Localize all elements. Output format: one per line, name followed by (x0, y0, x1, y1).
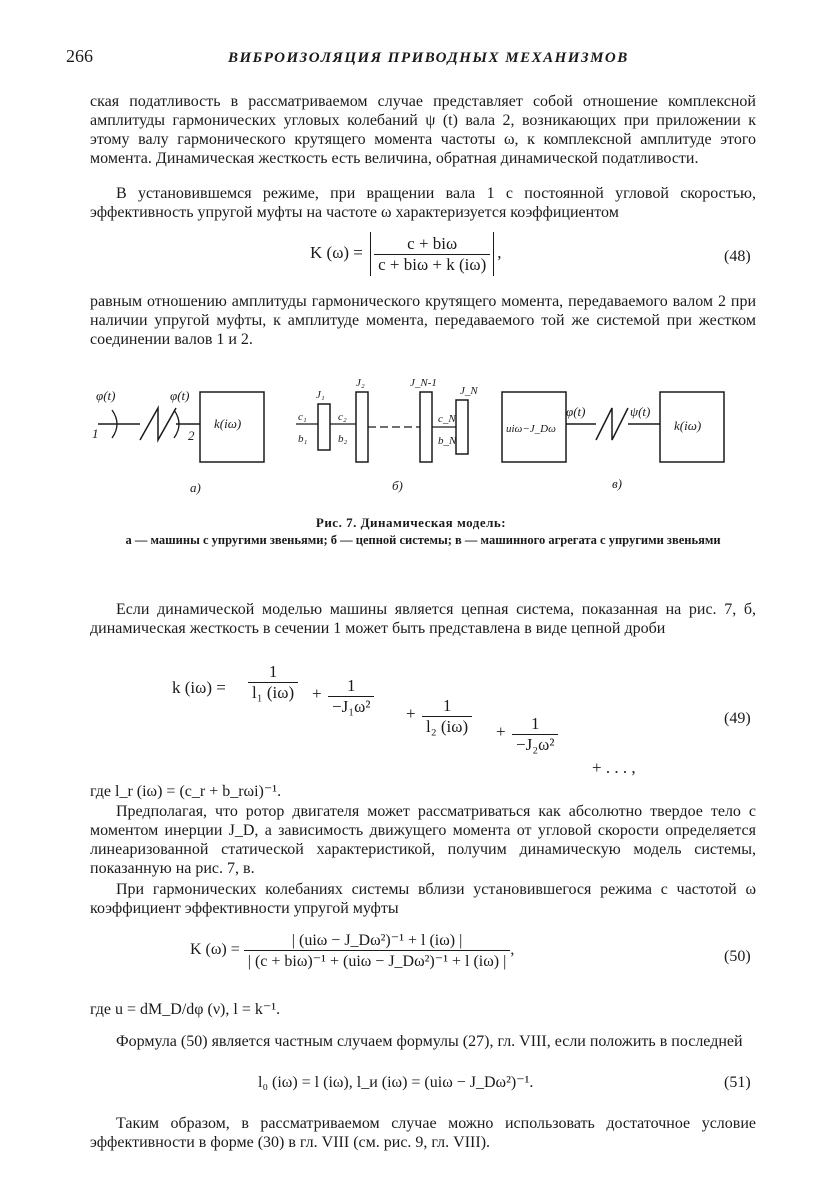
eq48-denominator: c + biω + k (iω) (374, 254, 490, 275)
panel-c-tag: в) (612, 476, 622, 491)
paragraph-5: где l_r (iω) = (c_r + b_rωi)⁻¹. (90, 783, 282, 800)
paragraph-4: Если динамической моделью машины является цепная система, показанная на рис. 7, б, динамическая жесткость в сечении 1 может быть представлена в виде цепной дроби (90, 601, 756, 637)
panel-a-shaft2: 2 (188, 428, 195, 443)
eq49-den4: −J₂ω² (512, 734, 558, 755)
panel-b-b1: b₁ (298, 433, 308, 445)
eq50-number: (50) (724, 948, 751, 965)
figure-7-diagram (0, 370, 822, 510)
panel-c (502, 392, 724, 491)
panel-a-shaft1: 1 (92, 426, 99, 441)
eq49-num3: 1 (442, 696, 452, 715)
paragraph-7: При гармонических колебаниях системы вблизи установившегося режима с частотой ω коэффициент эффективности упругой муфты (90, 881, 756, 917)
panel-b-JN: J_N (460, 385, 478, 397)
panel-b (296, 377, 478, 493)
figure-caption-title: Рис. 7. Динамическая модель: (315, 515, 507, 530)
panel-b-JN1: J_N-1 (410, 377, 437, 389)
panel-b-J1: J₁ (316, 389, 325, 401)
eq48-lhs: K (ω) = (310, 242, 363, 262)
eq50-lhs: K (ω) = (190, 941, 240, 959)
panel-b-cN: c_N (438, 413, 456, 425)
panel-c-box1: uiω−J_Dω (506, 423, 556, 435)
page-number: 266 (66, 46, 93, 66)
panel-b-c2: c₂ (338, 411, 347, 423)
panel-b-c1: c₁ (298, 411, 307, 423)
panel-c-box2: k(iω) (674, 418, 702, 433)
eq48-tail: , (497, 242, 502, 262)
equation-50 (190, 930, 514, 971)
figure-caption-body: а — машины с упругими звеньями; б — цепной системы; в — машинного агрегата с упругими звеньями (125, 533, 721, 547)
eq49-num4: 1 (530, 714, 540, 733)
panel-a-psi: φ(t) (170, 388, 190, 403)
eq49-tail: + . . . , (592, 758, 636, 777)
panel-a-box: k(iω) (214, 416, 242, 431)
panel-b-tag: б) (392, 478, 403, 493)
eq50-tail: , (510, 941, 515, 959)
panel-a-tag: а) (190, 480, 201, 495)
panel-b-J2: J₂ (356, 377, 365, 389)
eq49-number: (49) (724, 710, 751, 727)
panel-b-bN: b_N (438, 435, 457, 447)
paragraph-3: равным отношению амплитуды гармонического крутящего момента, передаваемого валом 2 при наличии упругой муфты, к амплитуде момента, передаваемого той же системой при жестком соединении валов 1 и 2. (90, 293, 756, 348)
panel-c-psi: ψ(t) (630, 404, 651, 419)
paragraph-9: Формула (50) является частным случаем формулы (27), гл. VIII, если положить в последней (116, 1033, 743, 1050)
eq48-numerator: c + biω (407, 233, 458, 253)
equation-49: k (iω) = $\frac{1}{\text{l₁ (iω)}}$ + $\frac{1}{\text{−J₁ω²}}$ + $\frac{1}{\text{l₂ (iω)}}$ + $\frac{1}{\text{−J₂ω²}}$ + . . . , (172, 662, 636, 777)
eq49-den1: l₁ (iω) (248, 682, 298, 703)
eq50-denominator: | (c + biω)⁻¹ + (uiω − J_Dω²)⁻¹ + l (iω) | (244, 950, 511, 971)
eq50-numerator: | (uiω − J_Dω²)⁻¹ + l (iω) | (291, 932, 463, 949)
panel-a (92, 388, 264, 495)
eq48-number: (48) (724, 248, 751, 265)
eq51-number: (51) (724, 1074, 751, 1091)
paragraph-8: где u = dM_D/dφ (ν), l = k⁻¹. (90, 1001, 281, 1018)
eq49-num2: 1 (346, 676, 356, 695)
equation-48 (310, 232, 502, 276)
paragraph-10: Таким образом, в рассматриваемом случае можно использовать достаточное условие эффективности в форме (30) в гл. VIII (см. рис. 9, гл. VIII). (90, 1115, 756, 1151)
equation-51: l₀ (iω) = l (iω), l_и (iω) = (uiω − J_Dω²)⁻¹. (258, 1074, 534, 1091)
paragraph-6: Предполагая, что ротор двигателя может рассматриваться как абсолютно твердое тело с моментом инерции J_D, а зависимость движущего момента от угловой скорости определяется линеаризованной статической характеристикой, получим динамическую модель системы, показанную на рис. 7, в. (90, 803, 756, 877)
panel-c-phi: φ(t) (566, 404, 586, 419)
panel-b-b2: b₂ (338, 433, 348, 445)
panel-a-phi: φ(t) (96, 388, 116, 403)
eq49-num1: 1 (268, 662, 278, 681)
eq49-den3: l₂ (iω) (422, 716, 472, 737)
paragraph-1: ская податливость в рассматриваемом случае представляет собой отношение комплексной амплитуды гармонических угловых колебаний ψ (t) вала 2, возникающих при приложении к этому валу гармонического крутящего момента частоты ω, к комплексной амплитуде этого момента. Динамическая жесткость есть величина, обратная динамической податливости. (90, 93, 756, 167)
running-title: ВИБРОИЗОЛЯЦИЯ ПРИВОДНЫХ МЕХАНИЗМОВ (228, 50, 629, 66)
eq49-lhs: k (iω) = (172, 678, 226, 697)
eq49-den2: −J₁ω² (328, 696, 374, 717)
paragraph-2: В установившемся режиме, при вращении вала 1 с постоянной угловой скоростью, эффективность упругой муфты на частоте ω характеризуется коэффициентом (90, 185, 756, 221)
